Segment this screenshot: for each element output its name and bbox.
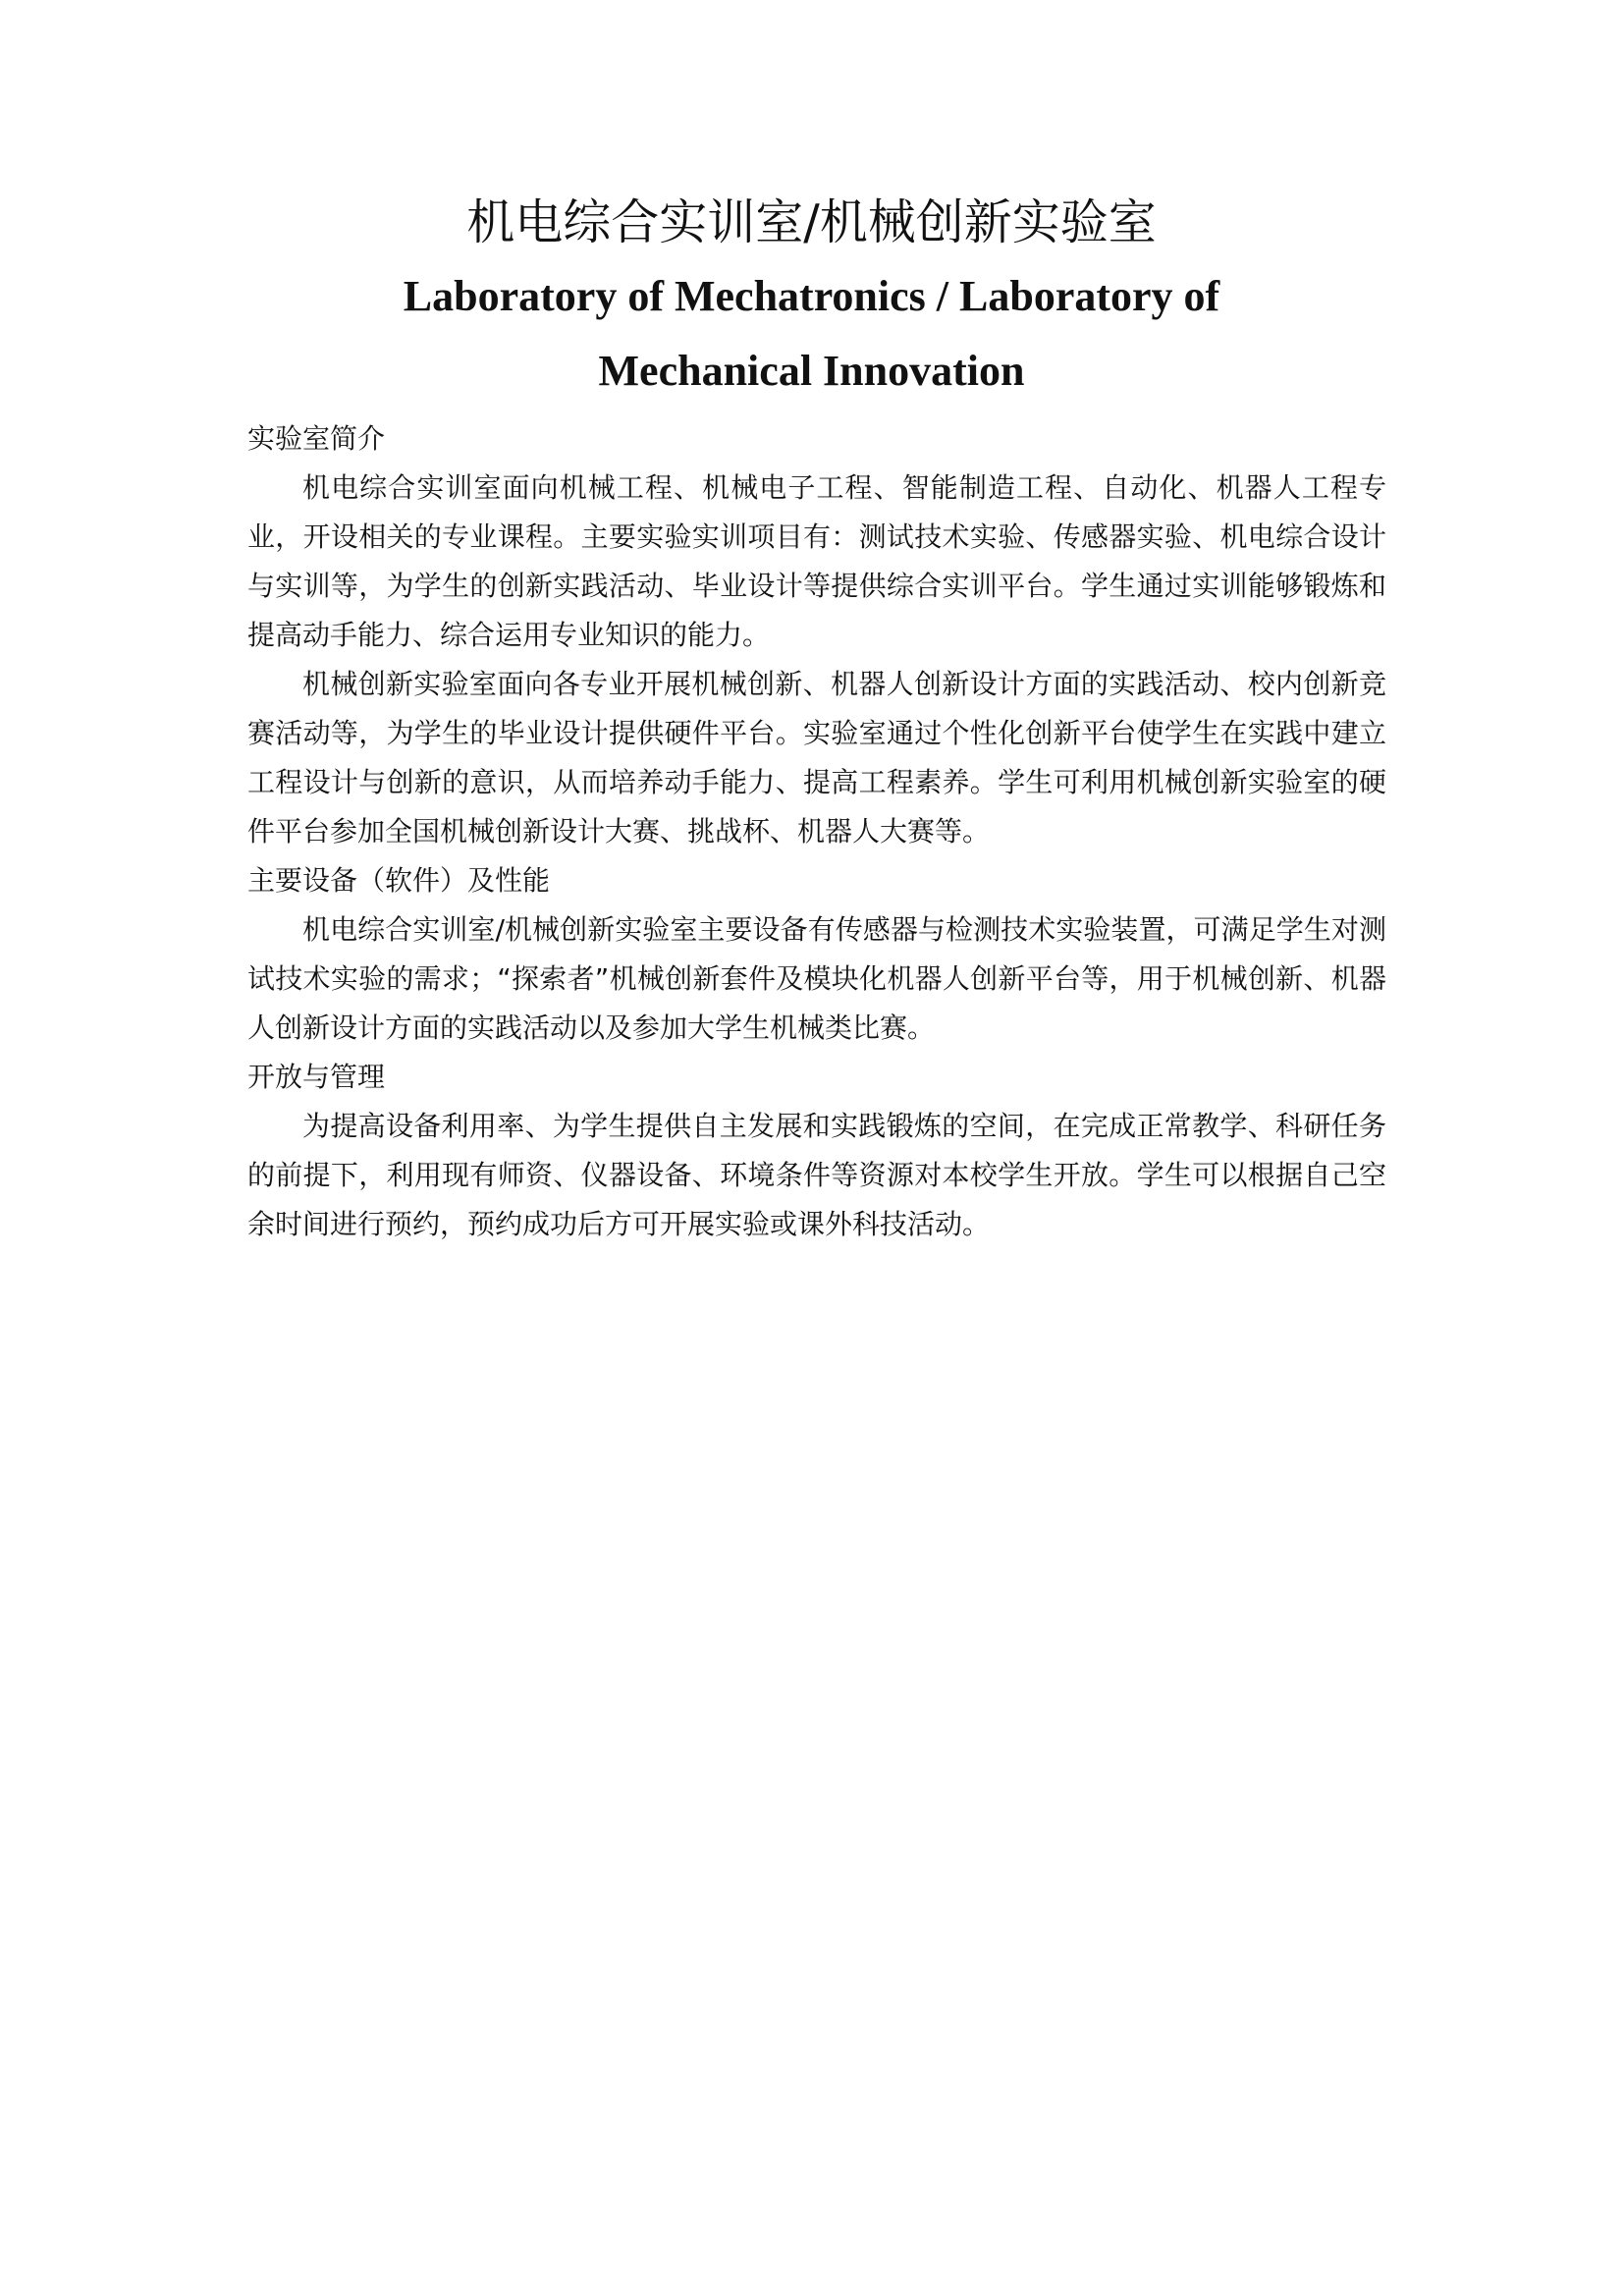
paragraph: 机械创新实验室面向各专业开展机械创新、机器人创新设计方面的实践活动、校内创新竞赛活动等，为学生的毕业设计提供硬件平台。实验室通过个性化创新平台使学生在实践中建立工程设计与创新的意识，从而培养动手能力、提高工程素养。学生可利用机械创新实验室的硬件平台参加全国机械创新设计大赛、挑战杯、机器人大赛等。 (247, 668, 1386, 847)
section-equipment (247, 856, 1386, 1053)
title-chinese: 机电综合实训室/机械创新实验室 (466, 194, 1157, 250)
section-heading: 实验室简介 (247, 422, 386, 455)
title-english-line1: Laboratory of Mechatronics / Laboratory of (403, 272, 1220, 320)
section-heading: 主要设备（软件）及性能 (247, 864, 551, 897)
title-english-line2: Mechanical Innovation (598, 347, 1025, 395)
paragraph: 为提高设备利用率、为学生提供自主发展和实践锻炼的空间，在完成正常教学、科研任务的前提下，利用现有师资、仪器设备、环境条件等资源对本校学生开放。学生可以根据自己空余时间进行预约，预约成功后方可开展实验或课外科技活动。 (247, 1110, 1386, 1240)
section-heading: 开放与管理 (247, 1061, 386, 1093)
paragraph: 机电综合实训室面向机械工程、机械电子工程、智能制造工程、自动化、机器人工程专业，开设相关的专业课程。主要实验实训项目有：测试技术实验、传感器实验、机电综合设计与实训等，为学生的创新实践活动、毕业设计等提供综合实训平台。学生通过实训能够锻炼和提高动手能力、综合运用专业知识的能力。 (247, 471, 1386, 651)
section-opening-management (247, 1053, 1386, 1249)
document-body (247, 414, 1386, 1249)
paragraph: 机电综合实训室/机械创新实验室主要设备有传感器与检测技术实验装置，可满足学生对测试技术实验的需求；“探索者”机械创新套件及模块化机器人创新平台等，用于机械创新、机器人创新设计方面的实践活动以及参加大学生机械类比赛。 (247, 913, 1386, 1044)
section-intro (247, 414, 1386, 856)
